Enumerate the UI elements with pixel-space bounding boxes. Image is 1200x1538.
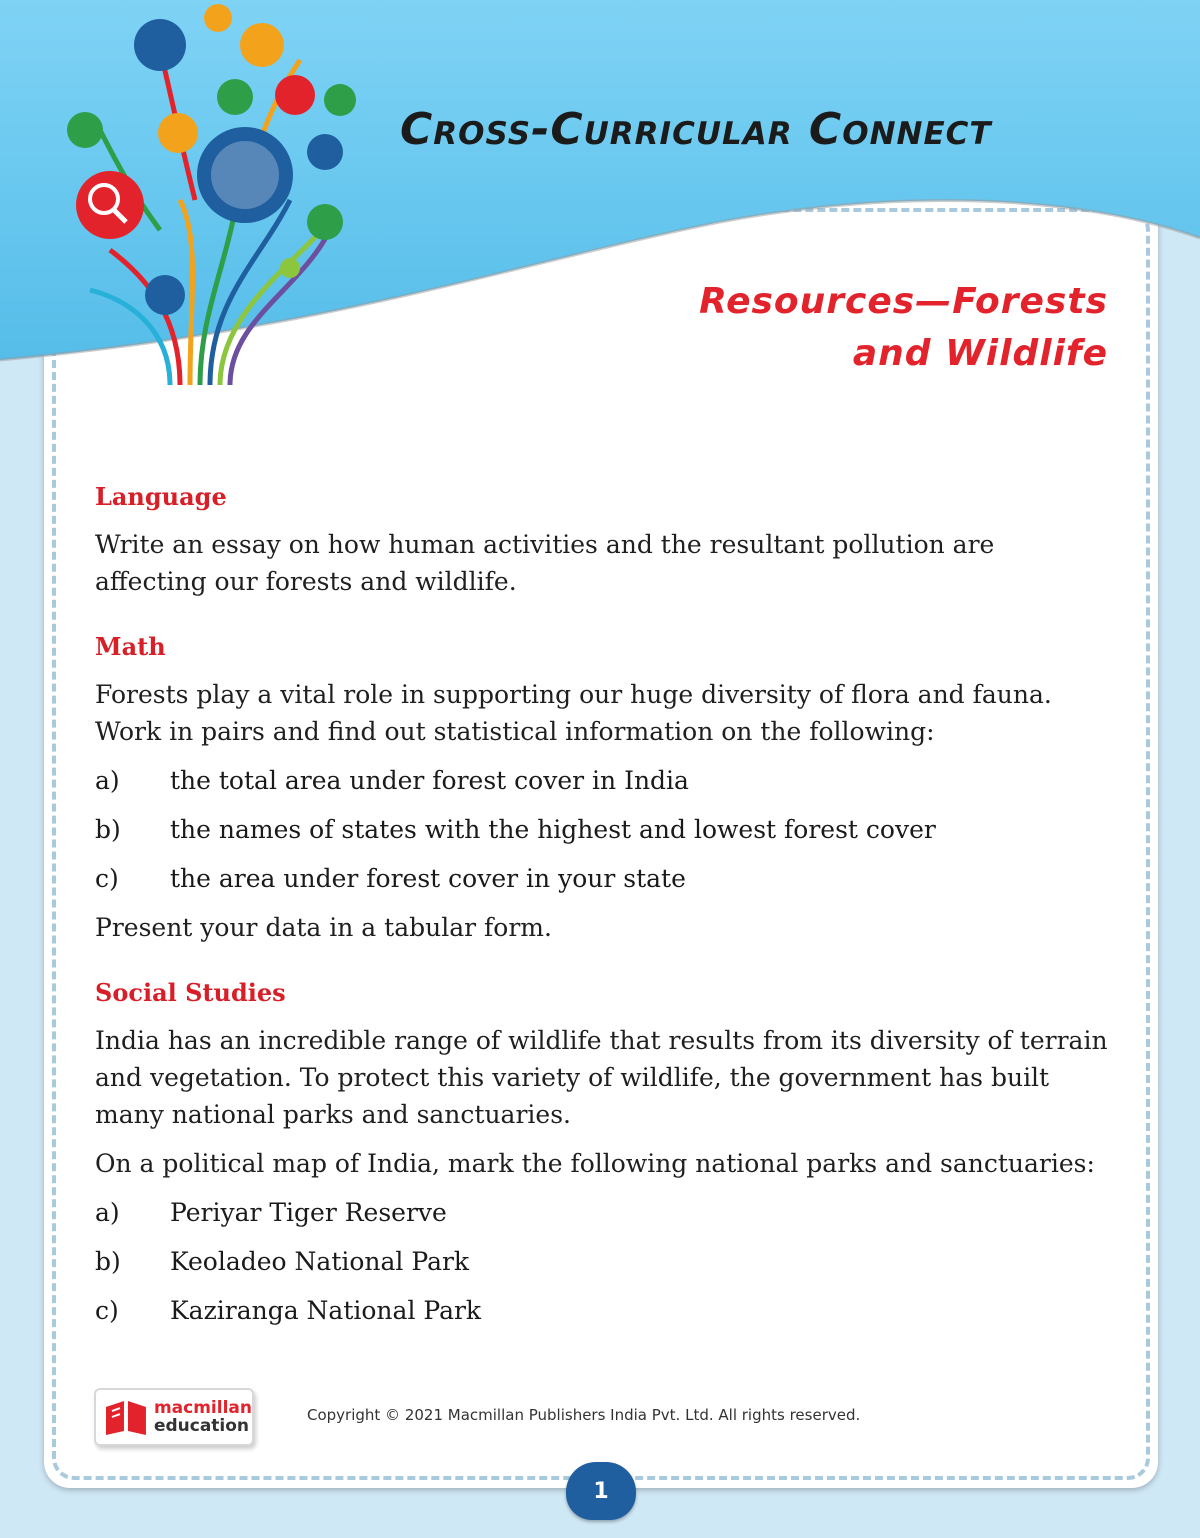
list-item [95, 1292, 1110, 1329]
list-text: Periyar Tiger Reserve [170, 1198, 447, 1227]
book-icon [104, 1397, 148, 1437]
section-heading-language: Language [95, 482, 227, 511]
social-text: India has an incredible range of wildlife that results from its diversity of terrain and vegetation. To protect this variety of wildlife, the government has built many national parks and sanctuaries. [95, 1026, 1108, 1129]
list-marker: a) [95, 766, 120, 795]
math-text: Forests play a vital role in supporting our huge diversity of flora and fauna. Work in pairs and find out statistical information on the following: [95, 680, 1052, 746]
list-item [95, 811, 1110, 848]
chapter-title [648, 276, 1108, 380]
list-marker: b) [95, 815, 121, 844]
list-text: the area under forest cover in your state [170, 864, 686, 893]
list-marker: c) [95, 864, 119, 893]
chapter-title-line1: Resources—Forests [699, 281, 1108, 322]
list-item [95, 1194, 1110, 1231]
list-item [95, 762, 1110, 799]
section-heading-social-studies: Social Studies [95, 978, 286, 1007]
macmillan-logo [94, 1388, 254, 1446]
chapter-title-line2: and Wildlife [852, 333, 1108, 374]
list-item [95, 860, 1110, 897]
math-closing: Present your data in a tabular form. [95, 913, 552, 942]
list-marker: c) [95, 1296, 119, 1325]
logo-line1: macmillan [153, 1398, 252, 1418]
main-content [95, 480, 1110, 1329]
language-text: Write an essay on how human activities and the resultant pollution are affecting our forests and wildlife. [95, 530, 995, 596]
list-item [95, 1243, 1110, 1280]
logo-line2: education [153, 1416, 250, 1436]
social-text-2: On a political map of India, mark the following national parks and sanctuaries: [95, 1149, 1095, 1178]
page-title: Cross-Curricular Connect [400, 104, 992, 155]
list-text: the total area under forest cover in India [170, 766, 689, 795]
section-heading-math: Math [95, 632, 166, 661]
list-text: Keoladeo National Park [170, 1247, 470, 1276]
list-text: Kaziranga National Park [170, 1296, 482, 1325]
list-marker: b) [95, 1247, 121, 1276]
copyright-notice: Copyright © 2021 Macmillan Publishers India Pvt. Ltd. All rights reserved. [307, 1406, 861, 1424]
list-text: the names of states with the highest and lowest forest cover [170, 815, 936, 844]
list-marker: a) [95, 1198, 120, 1227]
page-number-badge: 1 [566, 1462, 636, 1520]
